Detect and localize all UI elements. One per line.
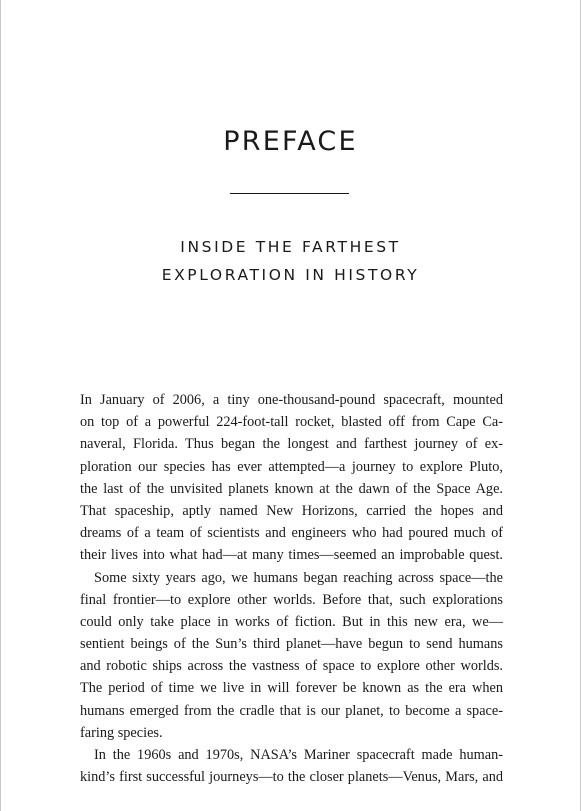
body-text bbox=[80, 389, 503, 788]
text-line: final frontier—to explore other worlds. Before that, such explorations bbox=[80, 591, 503, 608]
text-line: In the 1960s and 1970s, NASA’s Mariner spacecraft made human- bbox=[94, 747, 503, 763]
text-line: naveral, Florida. Thus began the longest and farthest journey of ex- bbox=[80, 436, 503, 453]
title-divider bbox=[230, 193, 349, 194]
text-line: humans emerged from the cradle that is our planet, to become a space- bbox=[80, 702, 503, 719]
text-line: faring species. bbox=[80, 724, 163, 741]
chapter-title: PREFACE bbox=[223, 126, 358, 157]
text-line: ploration our species has ever attempted—a journey to explore Pluto, bbox=[80, 458, 503, 475]
subtitle-line: EXPLORATION IN HISTORY bbox=[161, 266, 420, 284]
text-line: Some sixty years ago, we humans began reaching across space—the bbox=[94, 569, 503, 586]
text-line: kind’s first successful journeys—to the closer planets—Venus, Mars, and bbox=[80, 769, 503, 786]
text-line: That spaceship, aptly named New Horizons, carried the hopes and bbox=[80, 502, 503, 519]
text-line: sentient beings of the Sun’s third planet—have begun to send humans bbox=[80, 636, 503, 653]
text-line: on top of a powerful 224-foot-tall rocket, blasted off from Cape Ca- bbox=[80, 414, 503, 431]
text-line: The period of time we live in will forever be known as the era when bbox=[80, 680, 503, 697]
text-line: In January of 2006, a tiny one-thousand-pound spacecraft, mounted bbox=[80, 392, 503, 408]
text-line: and robotic ships across the vastness of space to explore other worlds. bbox=[80, 658, 503, 675]
text-line: the last of the unvisited planets known at the dawn of the Space Age. bbox=[80, 480, 503, 497]
text-line: could only take place in works of fiction. But in this new era, we— bbox=[80, 613, 503, 630]
chapter-subtitle bbox=[1, 233, 580, 289]
text-line: dreams of a team of scientists and engineers who had poured much of bbox=[80, 525, 503, 542]
subtitle-line: INSIDE THE FARTHEST bbox=[180, 238, 401, 256]
text-line: their lives into what had—at many times—seemed an improbable quest. bbox=[80, 547, 503, 564]
